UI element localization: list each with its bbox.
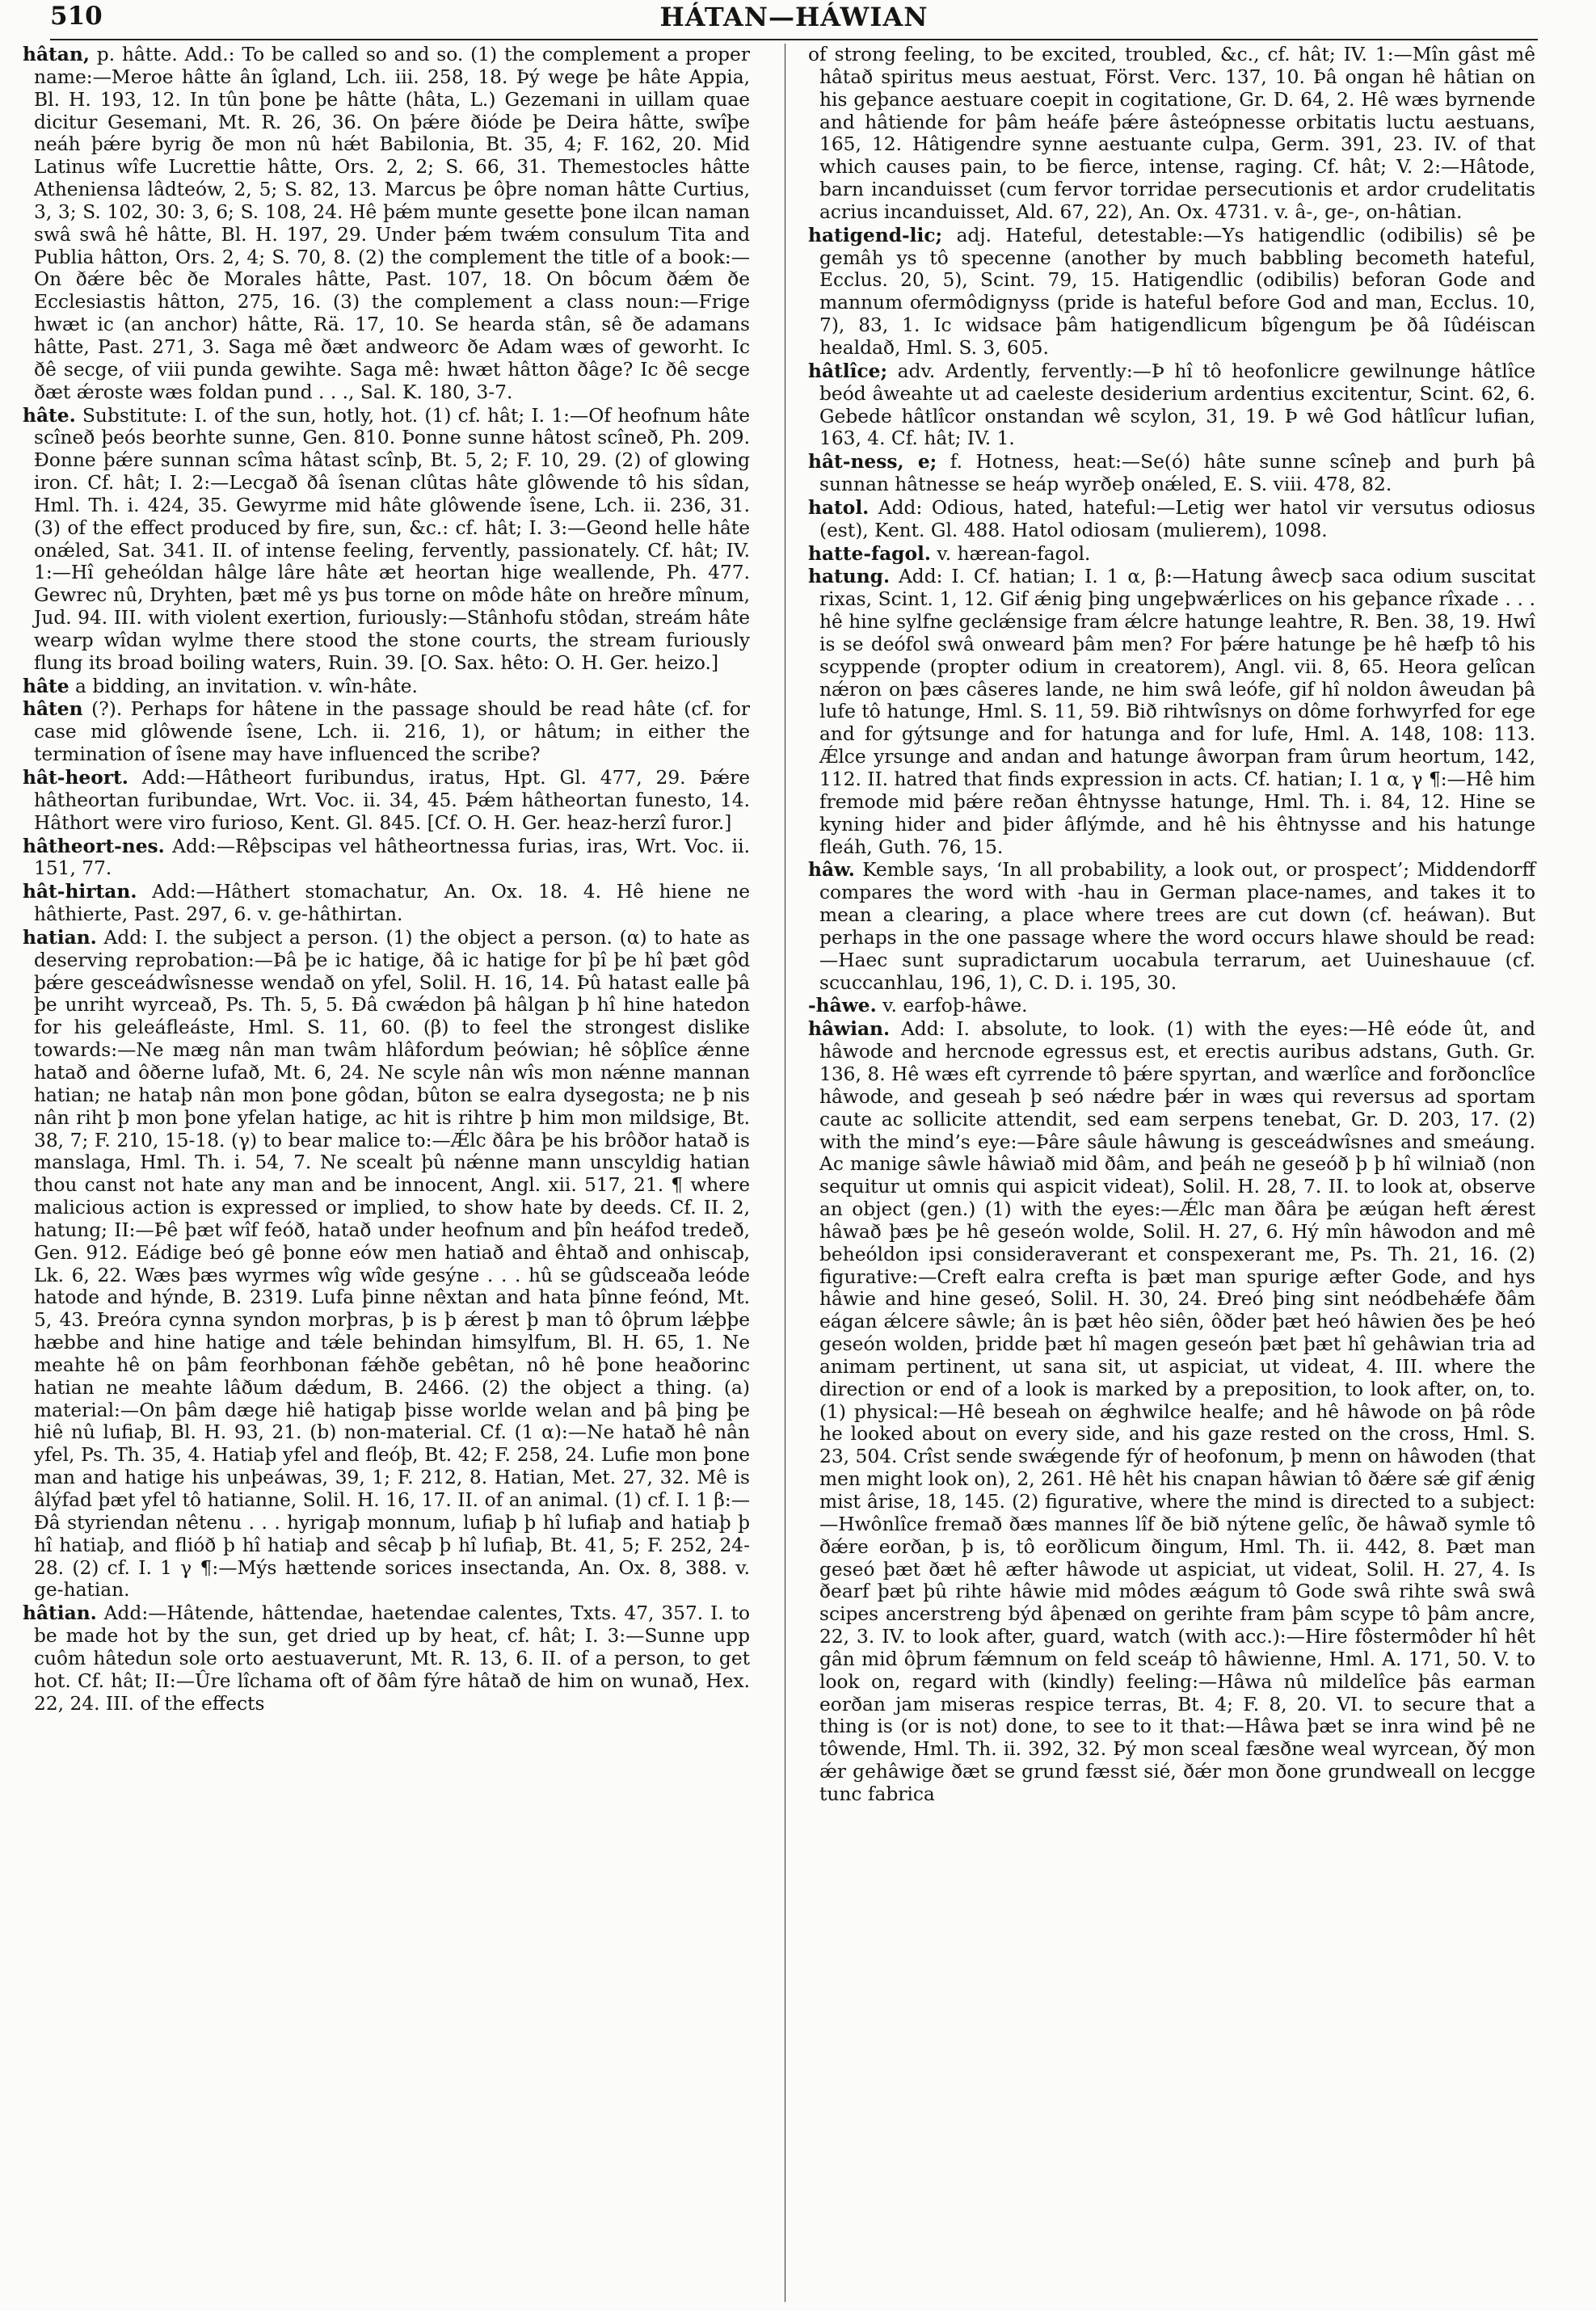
entry-text: Add: I. Cf. hatian; I. 1 α, β:—Hatung âwecþ saca odium suscitat rixas, Scint. 1, 12. Gif ǽnig þing ungeþwǽrlices on his geþance rîxade . . . hê hine sylfne geclǽnsige fram ǽlcre hatunge leahtre, R. Ben. 38, 19. Hwî is se deófol swâ onweard þâm men? For þǽre hatunge þe hê hæfþ tô his scyppende (propter odium in creatorem), Angl. vii. 8, 65. Heora gelîcan nǽron on þæs câseres lande, ne him swâ leófe, gif hî noldon âweudan þâ lufe tô hatunge, Hml. S. 11, 59. Bið rihtwîsnys on dôme forhwyrfed for ege and for gýtsunge and for hatunga and for lufe, Hml. A. 148, 108: 113. Ǽlce yrsunge and andan and hatunge âworpan fram ûrum heortum, 142, 112. II. hatred that finds expression in acts. Cf. hatian; I. 1 α, γ ¶:—Hê him fremode mid þǽre reðan êhtnysse hatunge, Hml. Th. i. 84, 12. Hine se kyning hider and þider âflýmde, and hê his êhtnysse and his hatunge fleáh, Guth. 76, 15.: [819, 566, 1535, 858]
running-title: HÁTAN—HÁWIAN: [659, 2, 929, 32]
entry-text: Add:—Hâthert stomachatur, An. Ox. 18. 4. Hê hiene ne hâthierte, Past. 297, 6. v. ge-hâthirtan.: [34, 881, 750, 926]
dictionary-entry: [23, 927, 750, 1602]
entry-text: Add:—Rêþscipas vel hâtheortnessa furias, iras, Wrt. Voc. ii. 151, 77.: [34, 835, 750, 880]
entry-text: p. hâtte. Add.: To be called so and so. (1) the complement a proper name:—Meroe hâtte ân îgland, Lch. iii. 258, 18. Þý wege þe hâte Appia, Bl. H. 193, 12. In tûn þone þe hâtte (hâta, L.) Gezemani in uillam quae dicitur Gesemani, Mt. R. 26, 36. On þǽre ðióde þe Deira hâtte, swîþe neáh þǽre byrig ðe mon nû hǽt Babilonia, Bt. 35, 4; F. 162, 20. Mid Latinus wîfe Lucrettie hâtte, Ors. 2, 2; S. 66, 31. Themestocles hâtte Atheniensa lâdteów, 2, 5; S. 82, 13. Marcus þe ôþre noman hâtte Curtius, 3, 3; S. 102, 30: 3, 6; S. 108, 24. Hê þǽm munte gesette þone ilcan naman swâ swâ hê hâtte, Bl. H. 197, 29. Under þǽm twǽm consulum Tita and Publia hâtton, Ors. 2, 4; S. 70, 8. (2) the complement the title of a book:—On ðǽre bêc ðe Morales hâtte, Past. 107, 18. On bôcum ðǽm ðe Ecclesiastis hâtton, 275, 16. (3) the complement a class noun:—Frige hwæt ic (an anchor) hâtte, Rä. 17, 10. Se hearda stân, sê ðe adamans hâtte, Past. 271, 3. Saga mê ðæt andweorc ðe Adam wæs of geworht. Ic ðê secge, of viii punda gewihte. Saga mê: hwæt hâtton ðâge? Ic ðê secge ðæt ǽroste wæs foldan pund . . ., Sal. K. 180, 3-7.: [34, 44, 750, 403]
dictionary-entry: [808, 44, 1535, 224]
dictionary-entry: [808, 1018, 1535, 1806]
entry-text: a bidding, an invitation. v. wîn-hâte.: [69, 675, 418, 697]
headword: hâwian.: [808, 1018, 891, 1041]
dictionary-entry: [808, 995, 1535, 1017]
entry-text: v. hærean-fagol.: [930, 542, 1091, 565]
page-number: 510: [50, 2, 103, 31]
headword: hât-ness, e;: [808, 451, 937, 474]
headword: hâten: [23, 698, 83, 721]
headword: hatte-fagol.: [808, 542, 931, 565]
page-header: [50, 2, 1538, 40]
dictionary-entry: [23, 676, 750, 698]
dictionary-entry: [808, 859, 1535, 994]
entry-text: of strong feeling, to be excited, troubled, &c., cf. hât; IV. 1:—Mîn gâst mê hâtað spiritus meus aestuat, Först. Verc. 137, 10. Þâ ongan hê hâtian on his geþance aestuare coepit in cogitatione, Gr. D. 64, 2. Hê wæs byrnende and hâtiende for þâm heáfe þǽre âsteópnesse orbitatis luctu aestuans, 165, 12. Hâtigendre synne aestuante culpa, Germ. 391, 23. IV. of that which causes pain, to be fierce, intense, raging. Cf. hât; V. 2:—Hâtode, barn incanduisset (cum fervor torridae persecutionis et ardor crudelitatis acrius incanduisset, Ald. 67, 22), An. Ox. 4731. v. â-, ge-, on-hâtian.: [808, 44, 1535, 223]
headword: -hâwe.: [808, 995, 877, 1017]
headword: hatigend-lic;: [808, 224, 943, 246]
dictionary-entry: [808, 360, 1535, 450]
left-column: [23, 44, 750, 1715]
dictionary-entry: [23, 405, 750, 675]
dictionary-entry: [23, 44, 750, 404]
entry-text: Add: I. absolute, to look. (1) with the eyes:—Hê eóde ût, and hâwode and hercnode egressus est, et erectis auribus adstans, Guth. Gr. 136, 8. Hê wæs eft cyrrende tô þǽre spyrtan, and wærlîce and forðonclîce hâwode, and geseah þ seó nǽdre þǽr in wæs qui reversus ad sportam caute ac sollicite attendit, sed eam serpens tenebat, Gr. D. 203, 17. (2) with the mind’s eye:—Þâre sâule hâwung is gesceádwîsnes and smeáung. Ac manige sâwle hâwiað mid ðâm, and þeáh ne geseóð þ þ hî wilniað (non sequitur ut omnis qui aspicit videat), Solil. H. 28, 7. II. to look at, observe an object (gen.) (1) with the eyes:—Ǽlc man ðâra þe æúgan heft ǽrest hâwað þæs þe hê geseón wolde, Solil. H. 27, 6. Hý mîn hâwodon and mê beheóldon ipsi consideraverant et conspexerant me, Ps. Th. 21, 16. (2) figurative:—Creft ealra crefta is þæt man spurige æfter Gode, and hys hâwie and hine geseó, Solil. H. 30, 24. Ðreó þing sint neódbehǽfe ðâm eágan ǽlcere sâwle; ân is þæt hêo siên, ôðder þæt heó hâwien ðes þe heó geseón wolden, þridde þæt hî magen geseón þæt þæt hî gehâwian tria ad animam pertinent, ut sana sit, ut aspiciat, ut videat, 4. III. where the direction or end of a look is marked by a preposition, to look after, on, to. (1) physical:—Hê beseah on ǽghwilce healfe; and hê hâwode on þâ rôde he looked about on every side, and his gaze rested on the cross, Hml. S. 23, 504. Crîst sende swǽgende fýr of heofonum, þ menn on hâwoden (that men might look on), 2, 261. Hê hêt his cnapan hâwian tô ðǽre sǽ gif ǽnig mist ârise, 18, 145. (2) figurative, where the mind is directed to a subject:—Hwônlîce fremað ðæs mannes lîf ðe bið nýtene gelîc, ðe hâwað symle tô ðǽre eorðan, þ is, tô eorðlicum ðingum, Hml. Th. ii. 442, 8. Þæt man geseó þæt ðæt hê æfter hâwode ut aspiciat, ut videat, Solil. H. 27, 4. Is ðearf þæt þû rihte hâwie mid môdes æágum tô Gode swâ rihte swâ swâ scipes ancerstreng býd âþenæd on gerihte fram þâm scype tô þâm ancre, 22, 3. IV. to look after, guard, watch (with acc.):—Hire fôstermôder hî hêt gân mid ôþrum fǽmnum on feld sceáp tô hâwienne, Hml. A. 171, 50. V. to look on, regard with (kindly) feeling:—Hâwa nû mildelîce þâs earman eorðan jam miseras respice terras, Bt. 4; F. 8, 20. VI. to secure that a thing is (or is not) done, to see to it that:—Hâwa þæt se inra wind þê ne tôwende, Hml. Th. ii. 392, 32. Þý mon sceal fæsðne weal wyrcean, ðý mon ǽr gehâwige ðæt se grund fæsst sié, ðǽr mon ðone grundweall on lecgge tunc fabrica: [819, 1018, 1535, 1805]
entry-text: (?). Perhaps for hâtene in the passage should be read hâte (cf. for case mid glôwende îsene, Lch. ii. 216, 1), or hâtum; in either the termination of îsene may have influenced the scribe?: [34, 698, 750, 766]
dictionary-entry: [808, 225, 1535, 360]
headword: hâte: [23, 675, 69, 697]
entry-text: Kemble says, ‘In all probability, a look out, or prospect’; Middendorff compares the word with -hau in German place-names, and takes it to mean a clearing, a place where trees are cut down (cf. heáwan). But perhaps in the one passage where the word occurs hlawe should be read:—Haec sunt supradictarum uocabula terrarum, aet Uuineshauue (cf. scuccanhlau, 196, 1), C. D. i. 195, 30.: [819, 859, 1535, 994]
headword: hâte.: [23, 404, 76, 427]
dictionary-entry: [808, 497, 1535, 542]
entry-text: Add:—Hâtende, hâttendae, haetendae calentes, Txts. 47, 357. I. to be made hot by the sun, get dried up by heat, cf. hât; I. 3:—Sunne upp cuôm hâtedun sole orto aestuaverunt, Mt. R. 13, 6. II. of a person, to get hot. Cf. hât; II:—Ûre lîchama oft of ðâm fýre hâtað de him on wunað, Hex. 22, 24. III. of the effects: [34, 1602, 750, 1715]
entry-text: Add: Odious, hated, hateful:—Letig wer hatol vir versutus odiosus (est), Kent. Gl. 488. Hatol odiosam (mulierem), 1098.: [819, 496, 1535, 541]
headword: hâtheort-nes.: [23, 835, 165, 857]
entry-text: v. earfoþ-hâwe.: [876, 995, 1028, 1017]
entry-text: Add: I. the subject a person. (1) the object a person. (α) to hate as deserving reprobation:—Þâ þe ic hatige, ðâ ic hatige for þî þe hî þæt gôd þǽre gesceádwîsnesse wendað on yfel, Solil. H. 16, 14. Þû hatast ealle þâ þe unriht wyrceað, Ps. Th. 5, 5. Ðâ cwǽdon þâ hâlgan þ hî hine hatedon for his geleáfleáste, Hml. S. 11, 60. (β) to feel the strongest dislike towards:—Ne mæg nân man twâm hlâfordum þeówian; hê sôþlîce ǽnne hatað and ôðerne lufað, Mt. 6, 24. Ne scyle nân wîs mon nǽnne mannan hatian; ne hataþ nân mon þone gôdan, bûton se ealra dysegosta; ne þ nis nân riht þ mon þone yfelan hatige, ac hit is rihtre þ him mon mildsige, Bt. 38, 7; F. 210, 15-18. (γ) to bear malice to:—Ǽlc ðâra þe his brôðor hatað is manslaga, Hml. Th. i. 54, 7. Ne scealt þû nǽnne mann unscyldig hatian thou canst not hate any man and be innocent, Angl. xii. 517, 21. ¶ where malicious action is expressed or implied, to show hate by deeds. Cf. II. 2, hatung; II:—Þê þæt wîf feóð, hatað under heofnum and þîn heáfod tredeð, Gen. 912. Eádige beó gê þonne eów men hatiað and êhtað and onhiscaþ, Lk. 6, 22. Wæs þæs wyrmes wîg wîde gesýne . . . hû se gûdsceaða leóde hatode and hýnde, B. 2319. Lufa þinne nêxtan and hata þînne feónd, Mt. 5, 43. Þreóra cynna syndon morþras, þ is þ ǽrest þ man tô ôþrum lǽþþe hæbbe and hine hatige and tǽle behindan himsylfum, Bl. H. 65, 1. Ne meahte hê on þâm feorhbonan fǽhðe gebêtan, nô hê þone heaðorinc hatian ne meahte lâðum dǽdum, B. 2466. (2) the object a thing. (a) material:—On þâm dæge hiê hatigaþ þisse worlde welan and þâ þing þe hiê nû lufiaþ, Bl. H. 93, 21. (b) non-material. Cf. (1 α):—Ne hatað hê nân yfel, Ps. Th. 35, 4. Hatiaþ yfel and fleóþ, Bt. 42; F. 258, 24. Lufie mon þone man and hatige his unþeáwas, 39, 1; F. 212, 8. Hatian, Met. 27, 32. Mê is âlýfad þæt yfel tô hatianne, Solil. H. 16, 17. II. of an animal. (1) cf. I. 1 β:—Ðâ styriendan nêtenu . . . hyrigaþ monnum, lufiaþ þ hî lufiaþ and hatiaþ þ hî hatiaþ, and flióð þ hî hatiaþ and sêcaþ þ hî lufiaþ, Bt. 41, 5; F. 252, 24-28. (2) cf. I. 1 γ ¶:—Mýs hættende sorices insectanda, An. Ox. 8, 388. v. ge-hatian.: [34, 926, 750, 1602]
dictionary-entry: [23, 836, 750, 881]
headword: hatung.: [808, 566, 891, 588]
headword: hâtan,: [23, 44, 90, 65]
headword: hât-heort.: [23, 767, 128, 789]
entry-text: Add:—Hâtheort furibundus, iratus, Hpt. Gl. 477, 29. Þǽre hâtheortan furibundae, Wrt. Voc. ii. 34, 45. Þǽm hâtheortan funesto, 14. Hâthort were viro furioso, Kent. Gl. 845. [Cf. O. H. Ger. heaz-herzî furor.]: [34, 767, 750, 834]
dictionary-entry: [23, 767, 750, 835]
entry-text: adj. Hateful, detestable:—Ys hatigendlic (odibilis) sê þe gemâh ys tô specenne (another by much babbling becometh hateful, Ecclus. 20, 5), Scint. 79, 15. Hatigendlic (odibilis) beforan Gode and mannum ofermôdignyss (pride is hateful before God and man, Ecclus. 10, 7), 83, 1. Ic widsace þâm hatigendlicum bîgengum þe ðâ Iûdéiscan healdað, Hml. S. 3, 605.: [819, 224, 1535, 359]
entry-text: Substitute: I. of the sun, hotly, hot. (1) cf. hât; I. 1:—Of heofnum hâte scîneð þeós beorhte sunne, Gen. 810. Þonne sunne hâtost scîneð, Ph. 209. Ðonne þǽre sunnan scîma hâtast scînþ, Bt. 5, 2; F. 10, 29. (2) of glowing iron. Cf. hât; I. 2:—Lecgað ðâ îsenan clûtas hâte glôwende tô his sîdan, Hml. Th. i. 424, 35. Gewyrme mid hâte glôwende îsene, Lch. ii. 236, 31. (3) of the effect produced by fire, sun, &c.: cf. hât; I. 3:—Geond helle hâte onǽled, Sat. 341. II. of intense feeling, fervently, passionately. Cf. hât; IV. 1:—Hî geheóldan hâlge lâre hâte æt heortan hige weallende, Ph. 477. Gewrec nû, Dryhten, þæt mê ys þus torne on môde hâte on hreðre mînum, Jud. 94. III. with violent exertion, furiously:—Stânhofu stôdan, streám hâte wearp wîdan wylme there stood the stone courts, the stream furiously flung its broad boiling waters, Ruin. 39. [O. Sax. hêto: O. H. Ger. heizo.]: [34, 404, 750, 674]
right-column: [808, 44, 1535, 1807]
dictionary-entry: [23, 1602, 750, 1715]
headword: hâtian.: [23, 1602, 97, 1625]
entry-text: f. Hotness, heat:—Se(ó) hâte sunne scîneþ and þurh þâ sunnan hâtnesse se heáp wyrðeþ onǽled, E. S. viii. 478, 82.: [819, 451, 1535, 496]
headword: hâw.: [808, 859, 855, 882]
dictionary-entry: [808, 451, 1535, 496]
headword: hâtlîce;: [808, 360, 888, 382]
dictionary-entry: [808, 566, 1535, 858]
dictionary-entry: [23, 698, 750, 766]
entry-text: adv. Ardently, fervently:—Þ hî tô heofonlicre gewilnunge hâtlîce beód âweahte ut ad caeleste desiderium ardentius excitentur, Scint. 62, 6. Gebede hâtlîcor onstandan wê scylon, 31, 19. Þ wê God hâtlîcur lufian, 163, 4. Cf. hât; IV. 1.: [819, 360, 1535, 450]
headword: hât-hirtan.: [23, 881, 137, 903]
dictionary-entry: [23, 881, 750, 926]
dictionary-entry: [808, 543, 1535, 566]
headword: hatian.: [23, 926, 97, 949]
headword: hatol.: [808, 496, 870, 519]
